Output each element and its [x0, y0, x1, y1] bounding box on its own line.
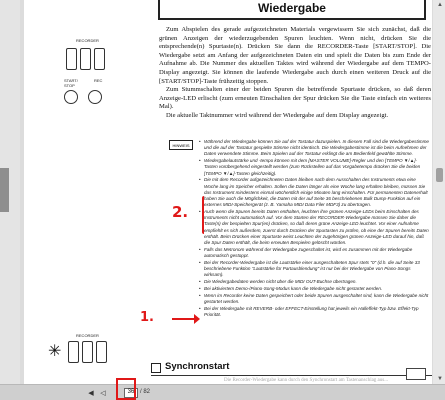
bottom-track-key-2 — [82, 341, 93, 363]
previous-page-icon[interactable]: ◁ — [100, 389, 106, 397]
track-key-1 — [66, 48, 77, 70]
sparkle-icon: ✳ — [48, 341, 62, 360]
note-item: • Auch wenn die Spuren bereits Daten enthalten, leuchten ihre grünen Anzeige-LEDs beim Einschalten des Instruments nicht automatisch auf. Vor dem Starten der RECORDER-Wiedergabe müssen Sie daher die Taste(n) der bespielten Spur(en) drücken, so daß deren grüne Anzeige-LED leuchtet. Vor einer Aufnahme empfiehlt es sich außerdem, zuerst durch Drücken der Spurtasten zu prüfen, ob eine der Spuren bereits Daten enthält. Beim Drücken einer Spurtaste weist Leuchten der zugehörigen grünen Anzeige-LED darauf hin, daß die Spur Daten enthält, die beim erneuten Bespielen gelöscht würden. — [199, 209, 429, 246]
start-stop-button-icon — [64, 90, 78, 104]
scroll-thumb[interactable] — [436, 168, 443, 182]
annotation-arrow-head — [194, 314, 200, 324]
annotation-arrow-line — [172, 318, 196, 320]
annotation-label-1: 1. — [140, 310, 154, 325]
body-text — [159, 26, 431, 121]
diagram-label-recorder-bottom: RECORDER — [76, 333, 99, 338]
section-rule — [151, 375, 432, 376]
page-number-highlight — [116, 378, 136, 400]
note-item: • Wiedergabelautstärke und -tempo können mit dem [MASTER VOLUME]-Regler und den [TEMPO ▼/▲]-Tasten vorübergehend eingestellt werden (zum Rückstellen auf das Vorgabetempo drücken Sie die beiden [TEMPO ▼/▲]-Tasten gleichzeitig). — [199, 158, 429, 177]
note-item: • Falls das Metronom während der Wiedergabe zugeschaltet ist, wird es zusammen mit der Wiedergabe automatisch gestoppt. — [199, 247, 429, 259]
recorder-track-diagram — [54, 38, 124, 78]
bottom-track-key-1 — [68, 341, 79, 363]
document-page — [24, 0, 432, 384]
scroll-up-icon[interactable]: ▲ — [437, 2, 443, 8]
bottom-track-key-3 — [96, 341, 107, 363]
sidebar-toggle-tab[interactable] — [0, 168, 9, 212]
page-heading-box — [158, 0, 426, 20]
track-keys — [66, 48, 105, 70]
note-item: • Bei der Recorder-Wiedergabe ist die Lautstärke einer ausgeschalteten Spur stets "0" (d.h. die auf Seite 33 beschriebene Funktion "Lautstärke für Partausblendung" ist nur bei der Wiedergabe von Piano-Songs wirksam). — [199, 260, 429, 279]
note-item: • Die mit dem Recorder aufgezeichneten Daten bleiben nach dem Ausschalten des Instruments etwa eine Woche lang im Speicher erhalten. Sollen die Daten länger als eine Woche lang erhalten bleiben, müssen Sie das Instrument mindestens einmal wöchentlich einige Minuten lang einschalten. Für permanenten Datenerhalt haben Sie auch die Möglichkeit, die Daten mit der auf Seite 36 beschriebenen Bulk Dump-Funktion auf ein externes MIDI-Speichergerät (z. B. Yamaha MIDI Data Filer MDF3) zu übertragen. — [199, 177, 429, 208]
navigation-toolbar — [0, 384, 445, 400]
note-item: • Während der Wiedergabe können Sie auf der Tastatur dazuspielen. In diesem Fall sind die Wiedergabestimme und die auf der Tastatur gespielte Stimme nicht identisch. Die Wiedergabestimme ist die beim Aufnehmen der Daten verwendete Stimme. Beim Spielen auf der Tastatur erklingt die am Bedienfeld gewählte Stimme. — [199, 139, 429, 158]
recorder-bottom-diagram — [48, 333, 128, 378]
diagram-label-start-stop: START/ STOP — [64, 78, 78, 88]
page-total: / 82 — [140, 389, 151, 395]
annotation-bracket — [202, 196, 206, 234]
page-title: Wiedergabe — [258, 1, 326, 15]
partial-body-text: Die Recorder-Wiedergabe kann durch den Synchronstart am Tastenanschlag aus... — [224, 378, 388, 383]
scroll-down-icon[interactable]: ▼ — [437, 376, 443, 382]
note-item: • Bei der Wiedergabe mit REVERB- oder EFFECT-Einstellung hat jeweils ein Halleffekt-Typ bzw. Effekt-Typ Priorität. — [199, 306, 429, 318]
left-panel-strip — [0, 0, 20, 400]
paragraph-2: Zum Stummschalten einer der beiden Spuren die betreffende Spurtaste drücken, so daß deren Anzeige-LED erlischt (zum erneuten Einschalten der Spur drücken Sie die Taste einfach ein weiteres Mal). — [159, 86, 431, 111]
note-item: • Die Wiedergabedaten werden nicht über die MIDI OUT-Buchse übertragen. — [199, 279, 429, 285]
section-title: Synchronstart — [165, 361, 230, 372]
note-item: • Wenn im Recorder keine Daten gespeichert oder beide Spuren ausgeschaltet sind, kann die Wiedergabe nicht gestartet werden. — [199, 293, 429, 305]
rec-button-icon — [88, 90, 102, 104]
section-marker-icon — [151, 363, 161, 373]
diagram-thumbnail — [406, 368, 426, 380]
page-number-input[interactable]: 36 — [124, 388, 138, 398]
start-stop-diagram — [54, 78, 134, 128]
first-page-icon[interactable]: ◀ — [88, 389, 94, 397]
track-key-2 — [80, 48, 91, 70]
note-tip-icon: HINWEIS — [169, 140, 193, 150]
diagram-label-recorder: RECORDER — [76, 38, 99, 43]
diagram-label-rec: REC — [94, 78, 103, 83]
notes-list — [199, 139, 429, 319]
note-item: • Bei aktiviertem Demo-/Piano-Song-Modus kann die Wiedergabe nicht gestartet werden. — [199, 286, 429, 292]
track-key-3 — [94, 48, 105, 70]
vertical-scrollbar[interactable] — [433, 0, 445, 386]
paragraph-1: Zum Abspielen des gerade aufgezeichneten Materials vergewissern Sie sich zunächst, daß die grünen Anzeigen der wiederzugebenden Spuren leuchten. Wenn nicht, drücken Sie die entsprechende(n) Spurtaste(n). Drücken Sie dann die RECORDER-Taste [START/STOP]. Die Wiedergabe setzt am Anfang der aufgezeichneten Daten ein und spielt die Daten bis zum Ende der Aufnahme ab. Die Nummer des aktuellen Taktes wird während der Wiedergabe auf dem TEMPO-Display angezeigt. Sie können die laufende Wiedergabe auch durch einen weiteren Druck auf die [START/STOP]-Taste frühzeitig stoppen. — [159, 26, 431, 85]
bottom-track-keys — [68, 341, 107, 363]
paragraph-3: Die aktuelle Taktnummer wird während der Wiedergabe auf dem Display angezeigt. — [166, 111, 389, 119]
annotation-label-2: 2. — [172, 203, 189, 221]
